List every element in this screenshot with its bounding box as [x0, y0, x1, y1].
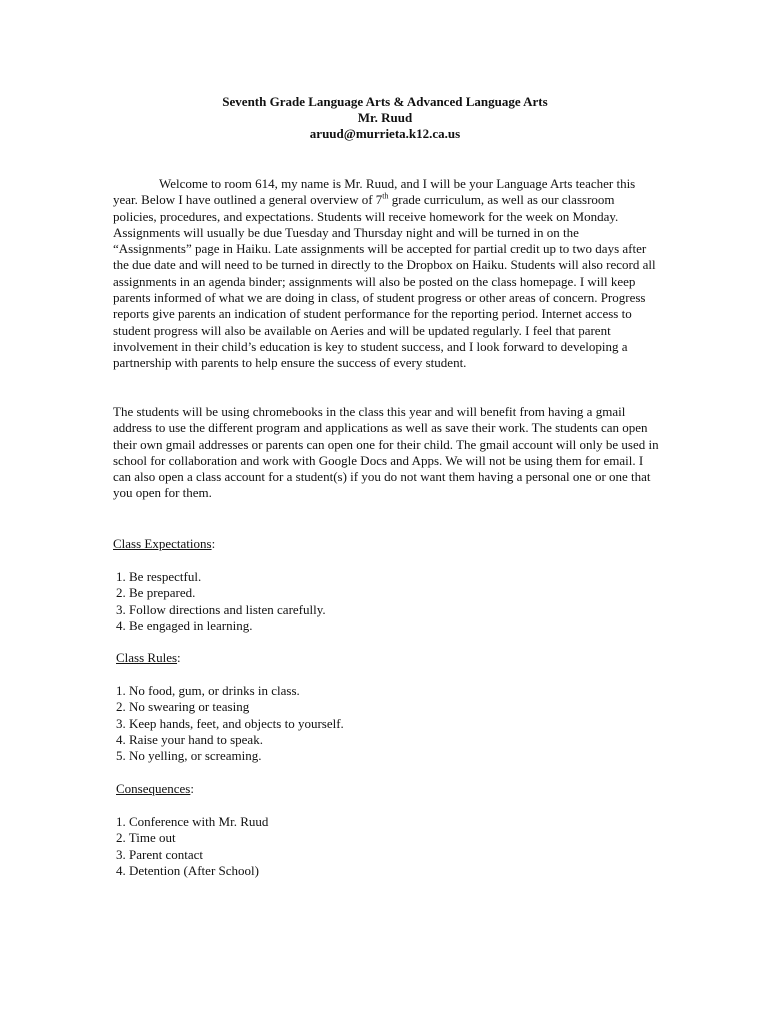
consequences-title: Consequences	[116, 781, 191, 796]
list-item: 4. Detention (After School)	[116, 862, 259, 878]
rules-colon: :	[177, 650, 181, 665]
welcome-paragraph	[113, 176, 659, 372]
list-item: 1. Be respectful.	[116, 569, 202, 584]
list-item: 2. Time out	[116, 830, 176, 846]
rules-title: Class Rules	[116, 650, 178, 665]
chromebook-paragraph	[113, 404, 659, 502]
consequences-colon: :	[190, 781, 194, 796]
expectations-colon: :	[211, 536, 216, 551]
list-item: 5. No yelling, or screaming.	[116, 748, 262, 764]
expectations-heading	[113, 536, 215, 552]
list-item: 1. Conference with Mr. Ruud	[116, 814, 269, 829]
list-item: 1. No food, gum, or drinks in class.	[116, 683, 300, 698]
welcome-text-part2: grade curriculum, as well as our classroom policies, procedures, and expectations. Students will receive homework for the week on Monday. Assignments will usually be due Tuesday and Thursday night and will be turned in on the “Assignments” page in Haiku. Late assignments will be accepted for partial credit up to two days after the due date and will need to be turned in directly to the Dropbox on Haiku. Students will also record all assignments in an agenda binder; assignments will also be posted on the class homepage. I will keep parents informed of what we are doing in class, of student progress or other areas of concern. Progress reports give parents an indication of student performance for the reporting period. Internet access to student progress will also be available on Aeries and will be updated regularly. I feel that parent involvement in their child’s education is key to student success, and I look forward to developing a partnership with parents to help ensure the success of every student.	[113, 192, 656, 371]
chromebook-text: The students will be using chromebooks in the class this year and will benefit from having a gmail address to use the different program and applications as well as save their work. The students can open their own gmail addresses or parents can open one for their child. The gmail account will only be used in school for collaboration and work with Google Docs and Apps. We will not be using them for email. I can also open a class account for a student(s) if you do not want them having a personal one or one that you open for them.	[113, 404, 659, 501]
list-item: 3. Follow directions and listen carefully.	[116, 601, 326, 617]
list-item: 2. Be prepared.	[116, 585, 196, 601]
welcome-text-part1: Welcome to room 614, my name is Mr. Ruud, and I will be your Language Arts teacher this year. Below I have outlined a general overview of 7	[113, 176, 636, 208]
document-title: Seventh Grade Language Arts & Advanced Language Arts	[222, 94, 548, 109]
expectations-list	[116, 569, 326, 634]
teacher-email: aruud@murrieta.k12.ca.us	[309, 126, 461, 141]
list-item: 3. Parent contact	[116, 846, 203, 862]
teacher-name: Mr. Ruud	[357, 110, 413, 125]
ordinal-superscript: th	[382, 191, 389, 201]
list-item: 2. No swearing or teasing	[116, 699, 250, 715]
expectations-title: Class Expectations	[113, 536, 212, 551]
consequences-heading	[116, 781, 194, 797]
rules-list	[116, 683, 344, 764]
list-item: 3. Keep hands, feet, and objects to yourself.	[116, 715, 344, 731]
list-item: 4. Be engaged in learning.	[116, 617, 253, 633]
rules-heading	[116, 650, 181, 666]
consequences-list	[116, 814, 268, 879]
document-header	[0, 94, 770, 142]
list-item: 4. Raise your hand to speak.	[116, 731, 263, 747]
